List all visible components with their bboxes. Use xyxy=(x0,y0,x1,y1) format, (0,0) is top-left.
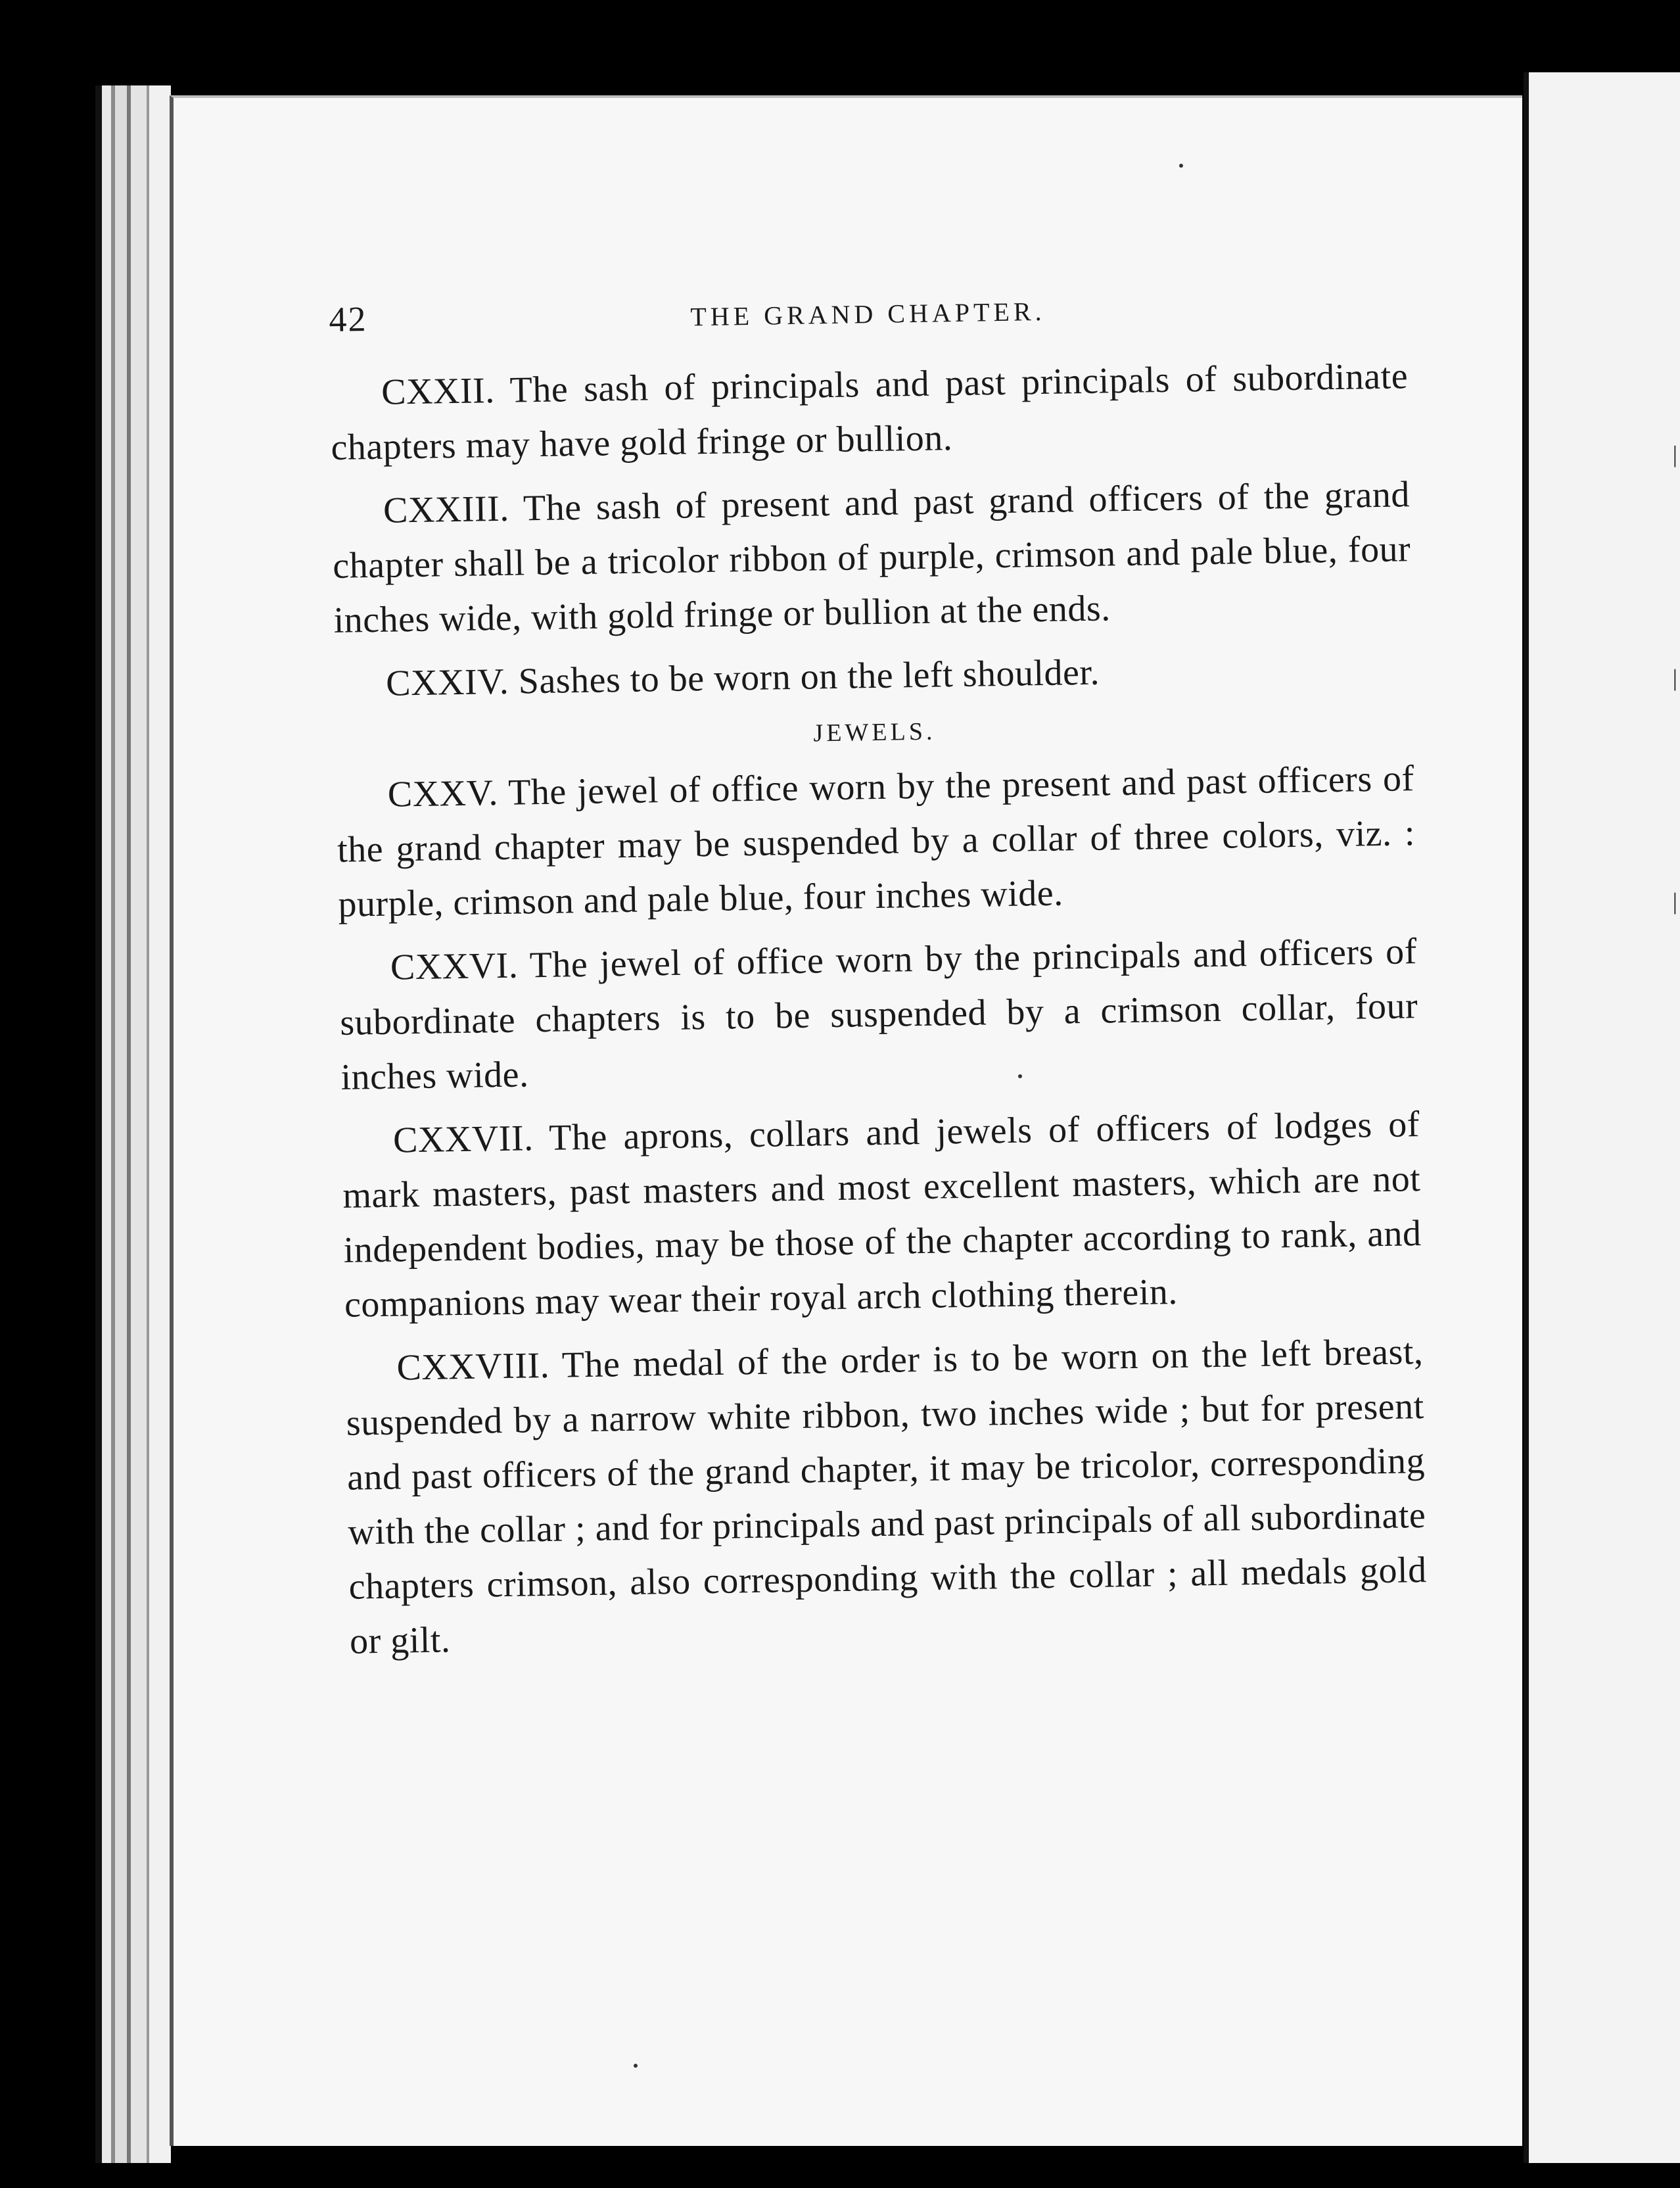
section-cxxvii: CXXVII. The aprons, collars and jewels of officers of lodges of mark masters, past masters and most excellent masters, which are not independent bodies, may be those of the chapter according to rank, and companions may wear their royal arch clothing therein. xyxy=(342,1104,1422,1325)
section-cxxv: CXXV. The jewel of office worn by the present and past officers of the grand chapter may be suspended by a collar of three colors, viz. : purple, crimson and pale blue, four inches wide. xyxy=(337,758,1416,925)
section-cxxii: CXXII. The sash of principals and past principals of subordinate chapters may have gold fringe or bullion. xyxy=(331,356,1409,468)
facing-page-mark: | xyxy=(1672,665,1677,691)
facing-page-mark: | xyxy=(1672,441,1677,467)
section-cxxiii: CXXIII. The sash of present and past grand officers of the grand chapter shall be a tricolor ribbon of purple, crimson and pale blue, four inches wide, with gold fringe or bullion at the ends. xyxy=(332,474,1411,641)
jewels-heading: JEWELS. xyxy=(813,717,936,748)
facing-page-mark: | xyxy=(1672,888,1677,915)
book-page-edges xyxy=(95,85,171,2163)
ink-speck xyxy=(1179,164,1183,168)
section-cxxviii: CXXVIII. The medal of the order is to be worn on the left breast, suspended by a narrow white ribbon, two inches wide ; but for present and past officers of the grand chapter, it may be tricolor, corresponding with the collar ; and for principals and past principals of all subordinate chapters crimson, also corresponding with the collar ; all medals gold or gilt. xyxy=(346,1331,1428,1662)
page-number: 42 xyxy=(329,299,367,339)
facing-page-edge xyxy=(1524,72,1680,2163)
section-cxxvi: CXXVI. The jewel of office worn by the principals and officers of subordinate chapters is to be suspended by a crimson collar, four inches wide. xyxy=(339,931,1418,1098)
section-cxxiv: CXXIV. Sashes to be worn on the left shoulder. xyxy=(385,652,1100,704)
page-text-block xyxy=(329,282,1428,1678)
ink-speck xyxy=(634,2064,638,2068)
running-title: THE GRAND CHAPTER. xyxy=(690,296,1046,332)
